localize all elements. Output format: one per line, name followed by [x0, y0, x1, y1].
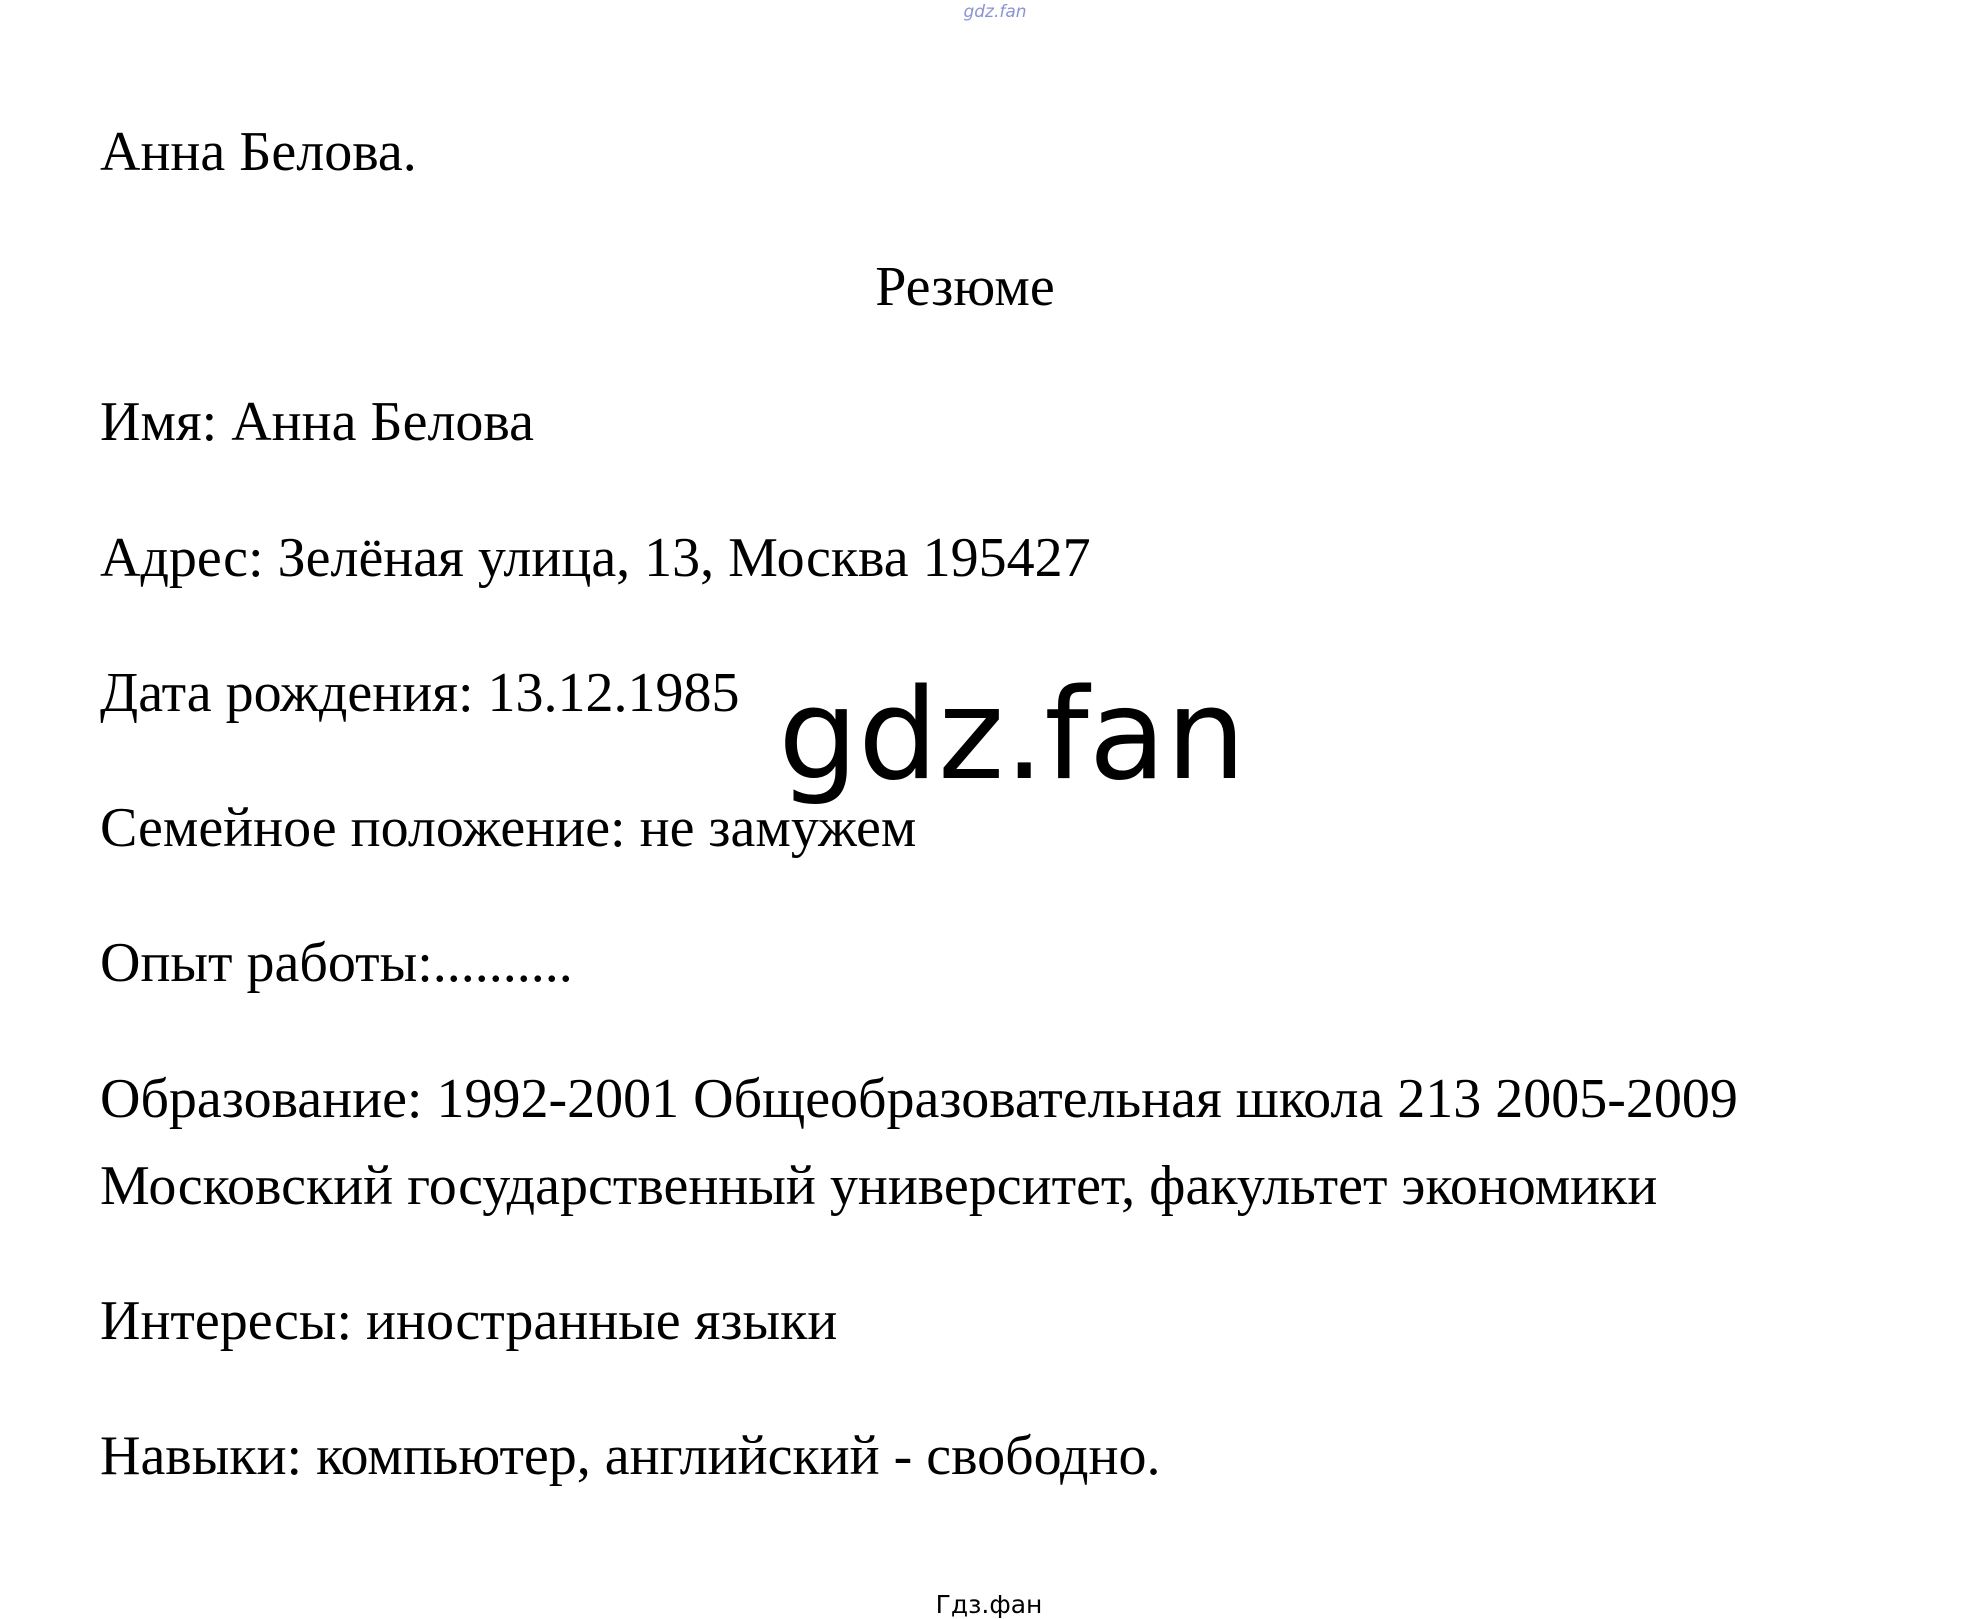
page-title: Резюме [875, 256, 1055, 318]
marital-status-line: Семейное положение: не замужем [100, 797, 917, 859]
top-watermark: gdz.fan [963, 2, 1027, 22]
interests-line: Интересы: иностранные языки [100, 1290, 838, 1352]
center-watermark: gdz.fan [778, 661, 1246, 808]
author-signature: Анна Белова. [100, 121, 417, 183]
education-line-2: Московский государственный университет, факультет экономики [100, 1155, 1658, 1217]
birth-date-line: Дата рождения: 13.12.1985 [100, 662, 740, 724]
education-line-1: Образование: 1992-2001 Общеобразовательная школа 213 2005-2009 [100, 1068, 1738, 1130]
address-line: Адрес: Зелёная улица, 13, Москва 195427 [100, 527, 1091, 589]
skills-line: Навыки: компьютер, английский - свободно. [100, 1425, 1161, 1487]
name-line: Имя: Анна Белова [100, 391, 534, 453]
work-experience-line: Опыт работы:.......... [100, 932, 573, 994]
footer-watermark: Гдз.фан [935, 1590, 1043, 1619]
